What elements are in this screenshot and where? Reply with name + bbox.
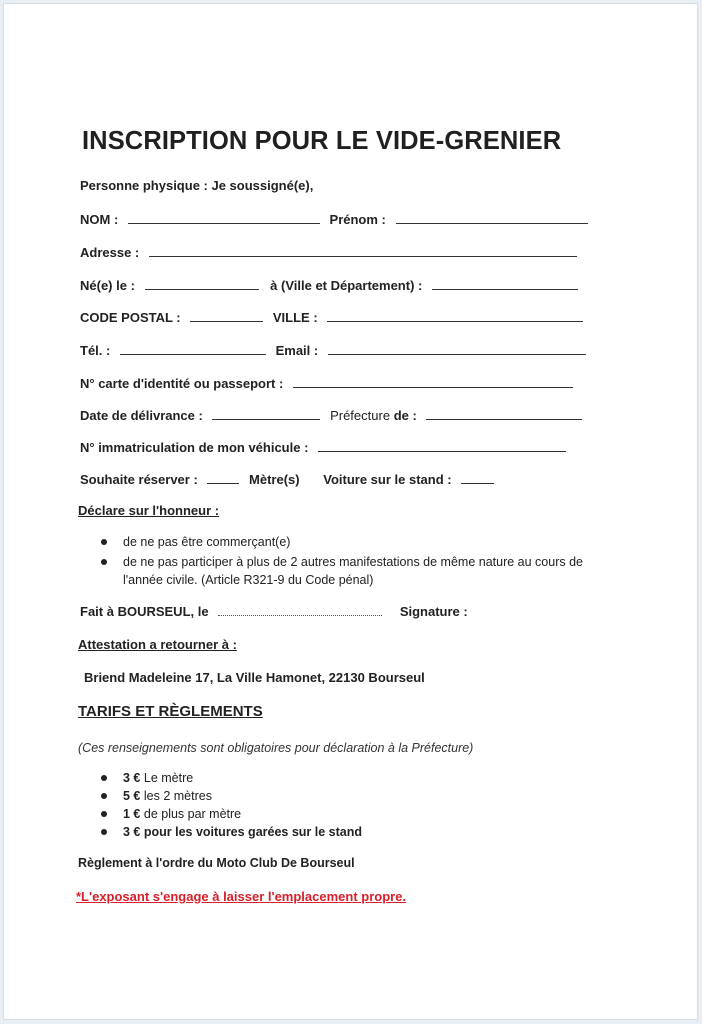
bullet-icon: [101, 793, 107, 799]
field-row-naissance: [80, 277, 578, 293]
lieu-field[interactable]: [432, 277, 578, 290]
date-delivrance-label: Date de délivrance :: [80, 408, 203, 423]
email-label: Email :: [275, 343, 319, 358]
tarif-text: Le mètre: [140, 771, 194, 785]
lieu-label: à (Ville et Département) :: [270, 278, 423, 293]
page-title: INSCRIPTION POUR LE VIDE-GRENIER: [82, 127, 562, 155]
declare-item-continuation: l'année civile. (Article R321-9 du Code pénal): [123, 573, 374, 587]
metres-field[interactable]: [207, 471, 239, 484]
declare-item: [101, 555, 583, 569]
tarif-item: [101, 825, 362, 839]
reglement-text: Règlement à l'ordre du Moto Club De Bourseul: [78, 856, 355, 870]
immatriculation-label: N° immatriculation de mon véhicule :: [80, 440, 309, 455]
nom-label: NOM :: [80, 212, 119, 227]
prefecture-de-label: de :: [393, 408, 417, 423]
tel-field[interactable]: [120, 342, 266, 355]
ne-le-field[interactable]: [145, 277, 259, 290]
prefecture-label: Préfecture: [330, 408, 391, 423]
prefecture-field[interactable]: [426, 407, 582, 420]
form-page: [3, 3, 698, 1020]
carte-label: N° carte d'identité ou passeport :: [80, 376, 284, 391]
tarif-price: 1 €: [123, 807, 141, 821]
signature-label: Signature :: [399, 604, 468, 619]
field-row-nom: [80, 211, 588, 227]
date-delivrance-field[interactable]: [212, 407, 320, 420]
field-row-immatriculation: [80, 439, 566, 455]
ville-label: VILLE :: [272, 310, 318, 325]
declare-item: [101, 535, 290, 549]
ne-le-label: Né(e) le :: [80, 278, 135, 293]
tarif-price: 3 €: [123, 825, 141, 839]
field-row-delivrance: [80, 407, 582, 423]
tarif-item: [101, 789, 212, 803]
prenom-label: Prénom :: [329, 212, 386, 227]
field-row-carte: [80, 375, 573, 391]
ville-field[interactable]: [327, 309, 583, 322]
bullet-icon: [101, 775, 107, 781]
code-postal-field[interactable]: [190, 309, 263, 322]
souhaite-label: Souhaite réserver :: [80, 472, 198, 487]
bullet-icon: [101, 539, 107, 545]
prenom-field[interactable]: [396, 211, 588, 224]
tarif-price: 5 €: [123, 789, 141, 803]
bullet-icon: [101, 559, 107, 565]
date-field[interactable]: [218, 604, 382, 616]
declare-item-text: de ne pas être commerçant(e): [123, 535, 291, 549]
voiture-label: Voiture sur le stand :: [323, 472, 452, 487]
declare-item-text: de ne pas participer à plus de 2 autres manifestations de même nature au cours de: [123, 555, 583, 569]
code-postal-label: CODE POSTAL :: [80, 310, 181, 325]
immatriculation-field[interactable]: [318, 439, 566, 452]
tarif-item: [101, 807, 241, 821]
notice-text: *L'exposant s'engage à laisser l'emplacement propre.: [76, 889, 407, 904]
voiture-field[interactable]: [461, 471, 494, 484]
field-row-code-postal: [80, 309, 583, 325]
intro-text: Personne physique : Je soussigné(e),: [80, 178, 314, 193]
tarif-text: les 2 mètres: [140, 789, 212, 803]
bullet-icon: [101, 829, 107, 835]
field-row-reservation: [80, 471, 494, 487]
tarif-price: 3 €: [123, 771, 141, 785]
tarifs-note: (Ces renseignements sont obligatoires pour déclaration à la Préfecture): [78, 741, 474, 755]
field-row-adresse: [80, 244, 577, 260]
metres-label: Mètre(s): [249, 472, 300, 487]
tarif-text: pour les voitures garées sur le stand: [140, 825, 362, 839]
adresse-label: Adresse :: [80, 245, 140, 260]
tarif-text: de plus par mètre: [140, 807, 242, 821]
declare-heading: Déclare sur l'honneur :: [78, 503, 220, 518]
fait-row: [80, 604, 468, 619]
field-row-tel: [80, 342, 586, 358]
attestation-address: Briend Madeleine 17, La Ville Hamonet, 22130 Bourseul: [84, 670, 425, 685]
attestation-heading: Attestation a retourner à :: [78, 637, 237, 652]
tel-label: Tél. :: [80, 343, 111, 358]
adresse-field[interactable]: [149, 244, 577, 257]
carte-field[interactable]: [293, 375, 573, 388]
nom-field[interactable]: [128, 211, 320, 224]
fait-label: Fait à BOURSEUL, le: [80, 604, 209, 619]
tarifs-heading: TARIFS ET RÈGLEMENTS: [78, 703, 263, 720]
bullet-icon: [101, 811, 107, 817]
tarif-item: [101, 771, 193, 785]
email-field[interactable]: [328, 342, 586, 355]
